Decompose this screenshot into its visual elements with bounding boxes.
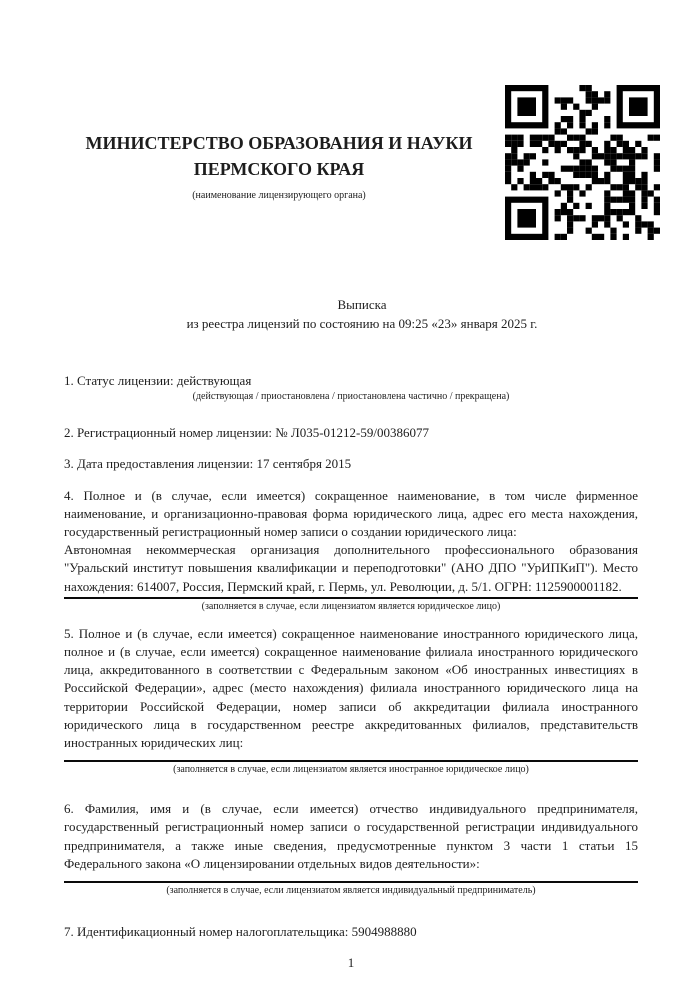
individual-entrepreneur-label: 6. Фамилия, имя и (в случае, если имеется) отчество индивидуального предпринимателя, государственный регистрационный номер записи о государственной регистрации индивидуального предпринимателя, а также иные сведения, предусмотренные пунктом 3 части 1 статьи 15 Федерального закона «О лицензировании отдельных видов деятельности»: [64,801,638,871]
foreign-entity-empty-field-line [64,752,638,762]
individual-entrepreneur-caption: (заполняется в случае, если лицензиатом является индивидуальный предприниматель) [166,885,536,897]
foreign-entity-item [64,625,638,776]
foreign-entity-caption: (заполняется в случае, если лицензиатом является иностранное юридическое лицо) [173,764,529,776]
license-status-text: 1. Статус лицензии: действующая [64,373,252,388]
grant-date-text: 3. Дата предоставления лицензии: 17 сентября 2015 [64,456,352,472]
document-title-line2: из реестра лицензий по состоянию на 09:25 «23» января 2025 г. [186,316,538,331]
registration-number-text: 2. Регистрационный номер лицензии: № Л035-01212-59/00386077 [64,425,430,441]
ministry-name-line1: МИНИСТЕРСТВО ОБРАЗОВАНИЯ И НАУКИ [85,133,473,153]
page-number: 1 [347,955,355,971]
legal-entity-label: 4. Полное и (в случае, если имеется) сокращенное наименование, в том числе фирменное наименование, и организационно-правовая форма юридического лица, адрес его места нахождения, государственный регистрационный номер записи о создании юридического лица: [64,487,638,540]
qr-code-icon [505,85,660,240]
ministry-caption: (наименование лицензирующего органа) [192,190,366,201]
taxpayer-number-text: 7. Идентификационный номер налогоплательщика: 5904988880 [64,924,417,940]
individual-entrepreneur-item [64,800,638,897]
licensing-authority-header [64,0,494,202]
legal-entity-value: Автономная некоммерческая организация дополнительного профессионального образования "Уральский институт повышения квалификации и переподготовки" (АНО ДПО "УрИПКиП"). Место нахождения: 614007, Россия, Пермский край, г. Пермь, ул. Революции, д. 5/1. ОГРН: 1125900001182. [64,541,638,599]
foreign-entity-label: 5. Полное и (в случае, если имеется) сокращенное наименование иностранного юридического лица, полное и (в случае, если имеется) сокращенное наименование филиала иностранного юридического лица, аккредитованного в соответствии с Федеральным законом «Об иностранных инвестициях в Российской Федерации», адрес (место нахождения) филиала иностранного юридического лица на территории Российской Федерации, номер записи об аккредитации филиала иностранного юридического лица в государственном реестре аккредитованных филиалов, представительств иностранных юридических лиц: [64,625,638,751]
individual-entrepreneur-empty-field-line [64,873,638,883]
license-status-item [64,372,638,403]
license-status-caption: (действующая / приостановлена / приостановлена частично / прекращена) [192,391,510,403]
legal-entity-caption: (заполняется в случае, если лицензиатом является юридическое лицо) [201,600,501,612]
document-title-line1: Выписка [337,297,387,312]
ministry-name-line2: ПЕРМСКОГО КРАЯ [193,159,365,179]
taxpayer-number-item [64,923,638,941]
grant-date-item [64,455,638,473]
document-title [64,295,638,333]
legal-entity-item [64,487,638,613]
registration-number-item [64,424,638,442]
